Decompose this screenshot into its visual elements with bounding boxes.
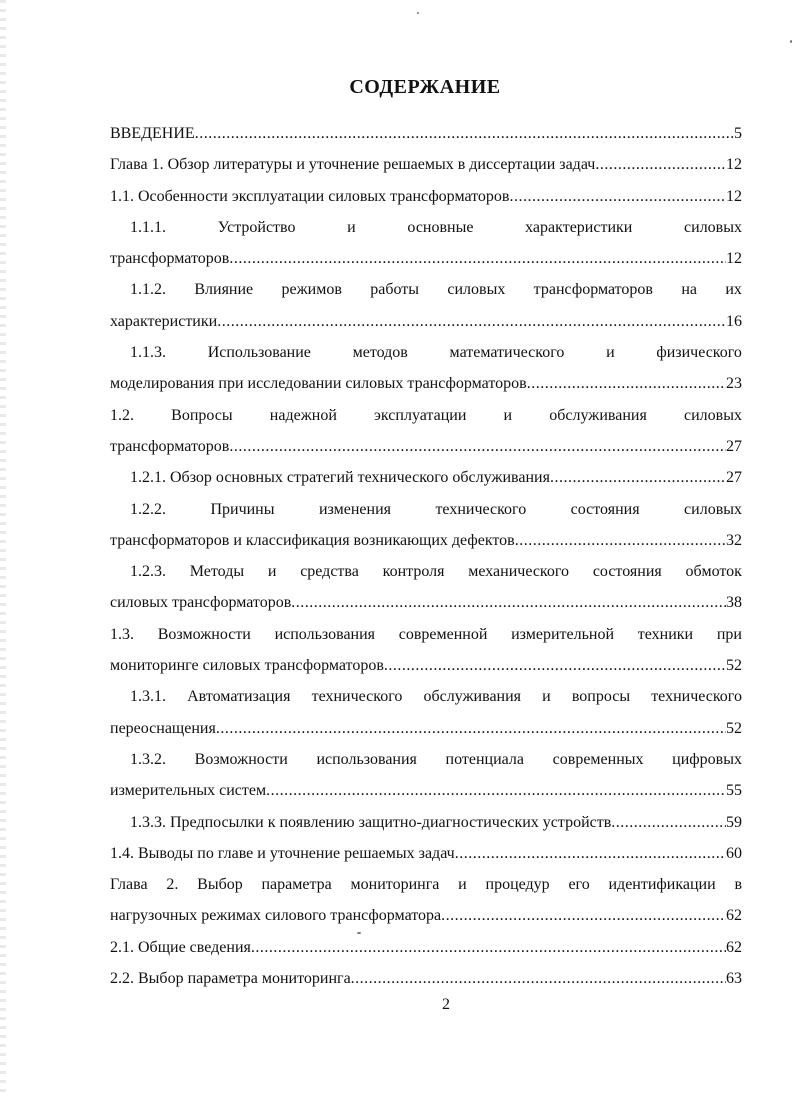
toc-leader-dots: [217, 306, 726, 337]
toc-word: характеристики: [525, 218, 633, 236]
toc-entry: [110, 525, 742, 556]
toc-word: Автоматизация: [187, 688, 291, 706]
toc-entry-title: характеристики: [110, 312, 218, 330]
toc-entry-page: 23: [726, 375, 742, 393]
toc-word: Влияние: [194, 281, 254, 299]
toc-word: физического: [656, 344, 742, 362]
toc-entry: [110, 650, 742, 681]
toc-entry-title: 1.3.3. Предпосылки к появлению защитно-диагностических устройств: [130, 813, 612, 831]
toc-leader-dots: [611, 807, 726, 838]
toc-entry-first-line: [110, 556, 742, 587]
toc-word: и: [542, 688, 551, 706]
toc-word: Причины: [210, 500, 275, 518]
toc-entry: [110, 431, 742, 462]
toc-word: технического: [435, 500, 527, 518]
toc-word: Глава: [110, 876, 148, 894]
toc-entry-first-line: [110, 494, 742, 525]
toc-entry-page: 55: [726, 782, 742, 800]
toc-entry: [110, 306, 742, 337]
toc-word: 1.3.1.: [130, 688, 166, 706]
toc-entry-first-line: [110, 744, 742, 775]
toc-word: измерительной: [511, 625, 615, 643]
toc-entry-title: Глава 1. Обзор литературы и уточнение решаемых в диссертации задач: [110, 156, 596, 174]
toc-entry-first-line: [110, 274, 742, 305]
toc-word: изменения: [318, 500, 391, 518]
toc-entry-title: силовых трансформаторов: [110, 594, 292, 612]
toc-word: Возможности: [157, 625, 251, 643]
toc-entry: [110, 963, 742, 994]
scan-speck: [357, 932, 361, 934]
toc-word: состояния: [592, 563, 662, 581]
toc-entry: [110, 838, 742, 869]
toc-word: Использование: [207, 344, 311, 362]
toc-word: 1.3.: [110, 625, 134, 643]
toc-leader-dots: [229, 243, 726, 274]
toc-word: основные: [407, 218, 474, 236]
toc-word: использования: [274, 625, 376, 643]
toc-entry-page: 27: [726, 469, 742, 487]
toc-word: работы: [370, 281, 420, 299]
toc-entry-page: 63: [726, 970, 742, 988]
toc-word: Возможности: [194, 750, 288, 768]
toc-entry: [110, 462, 742, 493]
toc-leader-dots: [515, 525, 726, 556]
toc-entry-title: 1.4. Выводы по главе и уточнение решаемых задач: [110, 844, 455, 862]
toc-entry-page: 12: [726, 250, 742, 268]
toc-word: 2.: [166, 876, 179, 894]
toc-word: и: [347, 218, 356, 236]
toc-word: обслуживания: [549, 406, 647, 424]
toc-word: современных: [552, 750, 644, 768]
toc-word: и: [267, 563, 277, 581]
toc-word: 1.1.3.: [130, 344, 166, 362]
toc-word: механического: [468, 563, 570, 581]
toc-entry-page: 38: [726, 594, 742, 612]
toc-word: техники: [637, 625, 694, 643]
toc-entry: [110, 900, 742, 931]
toc-entry-title: ВВЕДЕНИЕ: [110, 125, 195, 142]
toc-entry: [110, 932, 742, 963]
toc-entry-page: 52: [726, 719, 742, 737]
toc-entry-title: трансформаторов: [110, 250, 230, 268]
toc-leader-dots: [351, 963, 726, 994]
toc-word: цифровых: [672, 750, 742, 768]
table-of-contents: [110, 118, 742, 994]
toc-word: 1.2.: [110, 406, 134, 424]
scan-speck: [790, 40, 792, 43]
toc-word: и: [606, 344, 615, 362]
toc-leader-dots: [550, 462, 726, 493]
toc-entry-title: 1.1. Особенности эксплуатации силовых трансформаторов: [110, 187, 510, 205]
toc-entry-first-line: [110, 619, 742, 650]
toc-word: мониторинга: [350, 876, 440, 894]
toc-word: идентификации: [608, 876, 716, 894]
toc-word: силовых: [447, 281, 506, 299]
toc-entry-page: 62: [726, 938, 742, 956]
toc-word: эксплуатации: [374, 406, 467, 424]
toc-entry-title: трансформаторов и классификация возникающих дефектов: [110, 531, 515, 549]
toc-entry-title: нагрузочных режимах силового трансформатора: [110, 907, 442, 925]
toc-word: трансформаторов: [533, 281, 653, 299]
toc-word: 1.3.2.: [130, 750, 166, 768]
toc-word: обслуживания: [423, 688, 522, 706]
toc-word: силовых: [684, 500, 742, 518]
page-title: СОДЕРЖАНИЕ: [349, 76, 501, 98]
toc-entry-title: переоснащения: [110, 719, 216, 737]
toc-leader-dots: [527, 368, 726, 399]
toc-entry: [110, 118, 742, 149]
toc-word: Выбор: [197, 876, 243, 894]
toc-leader-dots: [441, 900, 726, 931]
toc-entry-first-line: [110, 869, 742, 900]
toc-leader-dots: [251, 932, 726, 963]
toc-entry-title: мониторинге силовых трансформаторов: [110, 657, 384, 675]
toc-word: состояния: [570, 500, 640, 518]
page-number: 2: [442, 996, 450, 1013]
toc-entry-page: 27: [726, 437, 742, 455]
toc-word: на: [681, 281, 697, 299]
toc-entry-page: 5: [734, 125, 742, 142]
toc-word: средства: [300, 563, 359, 581]
toc-entry-page: 60: [726, 844, 742, 862]
toc-entry: [110, 587, 742, 618]
toc-leader-dots: [266, 775, 726, 806]
toc-entry-page: 52: [726, 657, 742, 675]
toc-word: 1.2.2.: [130, 500, 166, 518]
toc-entry: [110, 807, 742, 838]
toc-word: 1.1.2.: [130, 281, 166, 299]
scan-edge-artifact: [0, 0, 6, 1097]
toc-word: современной: [398, 625, 488, 643]
toc-leader-dots: [595, 149, 726, 180]
toc-entry-title: измерительных систем: [110, 782, 267, 800]
toc-word: методов: [352, 344, 408, 362]
toc-word: 1.2.3.: [130, 563, 166, 581]
toc-word: силовых: [683, 406, 742, 424]
toc-word: их: [725, 281, 742, 299]
toc-leader-dots: [229, 431, 726, 462]
toc-word: при: [716, 625, 742, 643]
toc-word: обмоток: [685, 563, 742, 581]
toc-entry-first-line: [110, 337, 742, 368]
toc-entry-first-line: [110, 681, 742, 712]
toc-entry-page: 12: [726, 156, 742, 174]
toc-entry-title: моделирования при исследовании силовых трансформаторов: [110, 375, 527, 393]
toc-entry: [110, 149, 742, 180]
toc-entry-first-line: [110, 212, 742, 243]
toc-entry-title: 1.2.1. Обзор основных стратегий технического обслуживания: [130, 469, 550, 487]
toc-word: параметра: [261, 876, 332, 894]
toc-word: вопросы: [571, 688, 631, 706]
toc-word: силовых: [684, 218, 742, 236]
toc-word: Устройство: [217, 218, 296, 236]
toc-entry: [110, 243, 742, 274]
toc-entry-first-line: [110, 400, 742, 431]
toc-word: контроля: [382, 563, 445, 581]
toc-entry-title: 2.2. Выбор параметра мониторинга: [110, 970, 351, 988]
toc-entry: [110, 713, 742, 744]
toc-word: надежной: [269, 406, 337, 424]
toc-word: математического: [449, 344, 565, 362]
scan-speck: [417, 12, 419, 14]
toc-word: технического: [311, 688, 403, 706]
toc-entry-page: 12: [726, 187, 742, 205]
toc-leader-dots: [291, 587, 726, 618]
toc-word: и: [458, 876, 467, 894]
toc-leader-dots: [216, 713, 726, 744]
toc-word: использования: [316, 750, 417, 768]
toc-entry: [110, 368, 742, 399]
toc-entry: [110, 775, 742, 806]
toc-word: в: [734, 876, 742, 894]
toc-entry: [110, 181, 742, 212]
toc-word: процедур: [485, 876, 550, 894]
toc-leader-dots: [195, 118, 734, 149]
toc-entry-title: трансформаторов: [110, 437, 230, 455]
toc-word: потенциала: [445, 750, 525, 768]
toc-leader-dots: [384, 650, 726, 681]
toc-entry-page: 59: [726, 813, 742, 831]
toc-word: 1.1.1.: [130, 218, 166, 236]
toc-word: Вопросы: [171, 406, 233, 424]
toc-word: технического: [651, 688, 742, 706]
toc-leader-dots: [509, 181, 726, 212]
toc-entry-page: 32: [726, 531, 742, 549]
toc-entry-title: 2.1. Общие сведения: [110, 938, 251, 956]
toc-leader-dots: [455, 838, 726, 869]
toc-entry-page: 16: [726, 312, 742, 330]
toc-word: режимов: [281, 281, 342, 299]
toc-word: Методы: [189, 563, 245, 581]
toc-entry-page: 62: [726, 907, 742, 925]
toc-word: и: [503, 406, 513, 424]
toc-word: его: [568, 876, 590, 894]
